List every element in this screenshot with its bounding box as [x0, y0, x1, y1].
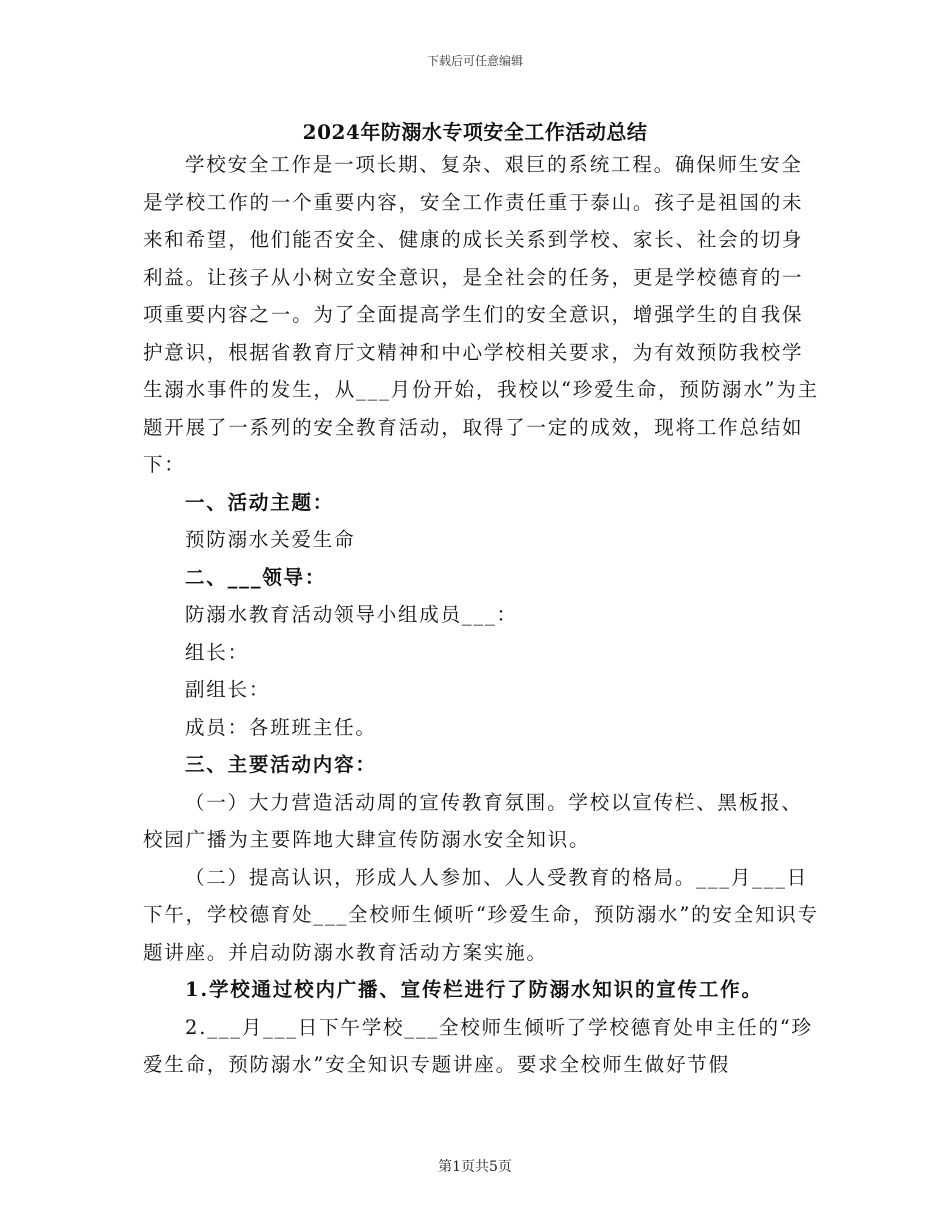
leader-line: 组长： [185, 640, 249, 664]
activity-item-1: （一）大力营造活动周的宣传教育氛围。学校以宣传栏、黑板报、校园广播为主要阵地大肆宣传防溺水安全知识。 [143, 790, 803, 851]
document-title: 2024年防溺水专项安全工作活动总结 [302, 120, 648, 144]
activity-point-1: 1.学校通过校内广播、宣传栏进行了防溺水知识的宣传工作。 [185, 978, 763, 1001]
section3-heading: 三、主要活动内容： [185, 753, 377, 776]
page-footer: 第1页共5页 [438, 1159, 512, 1175]
section1-text: 预防溺水关爱生命 [185, 528, 356, 551]
section2-members-intro: 防溺水教育活动领导小组成员___： [185, 603, 518, 626]
document-body [143, 146, 823, 1084]
header-note: 下载后可任意编辑 [426, 54, 523, 68]
section1-heading: 一、活动主题： [185, 490, 335, 514]
activity-point-2: 2.___月___日下午学校___全校师生倾听了学校德育处申主任的“珍爱生命，预防溺水”安全知识专题讲座。要求全校师生做好节假 [143, 1015, 813, 1076]
section2-heading: 二、___领导： [185, 565, 327, 589]
members-line: 成员：各班班主任。 [185, 715, 377, 739]
intro-paragraph: 学校安全工作是一项长期、复杂、艰巨的系统工程。确保师生安全是学校工作的一个重要内容，安全工作责任重于泰山。孩子是祖国的未来和希望，他们能否安全、健康的成长关系到学校、家长、社会的切身利益。让孩子从小树立安全意识，是全社会的任务，更是学校德育的一项重要内容之一。为了全面提高学生们的安全意识，增强学生的自我保护意识，根据省教育厅文精神和中心学校相关要求，为有效预防我校学生溺水事件的发生，从___月份开始，我校以“珍爱生命，预防溺水”为主题开展了一系列的安全教育活动，取得了一定的成效，现将工作总结如下： [143, 153, 819, 476]
activity-item-2: （二）提高认识，形成人人参加、人人受教育的格局。___月___日下午，学校德育处___全校师生倾听“珍爱生命，预防溺水”的安全知识专题讲座。并启动防溺水教育活动方案实施。 [143, 865, 819, 964]
deputy-leader-line: 副组长： [185, 678, 271, 701]
